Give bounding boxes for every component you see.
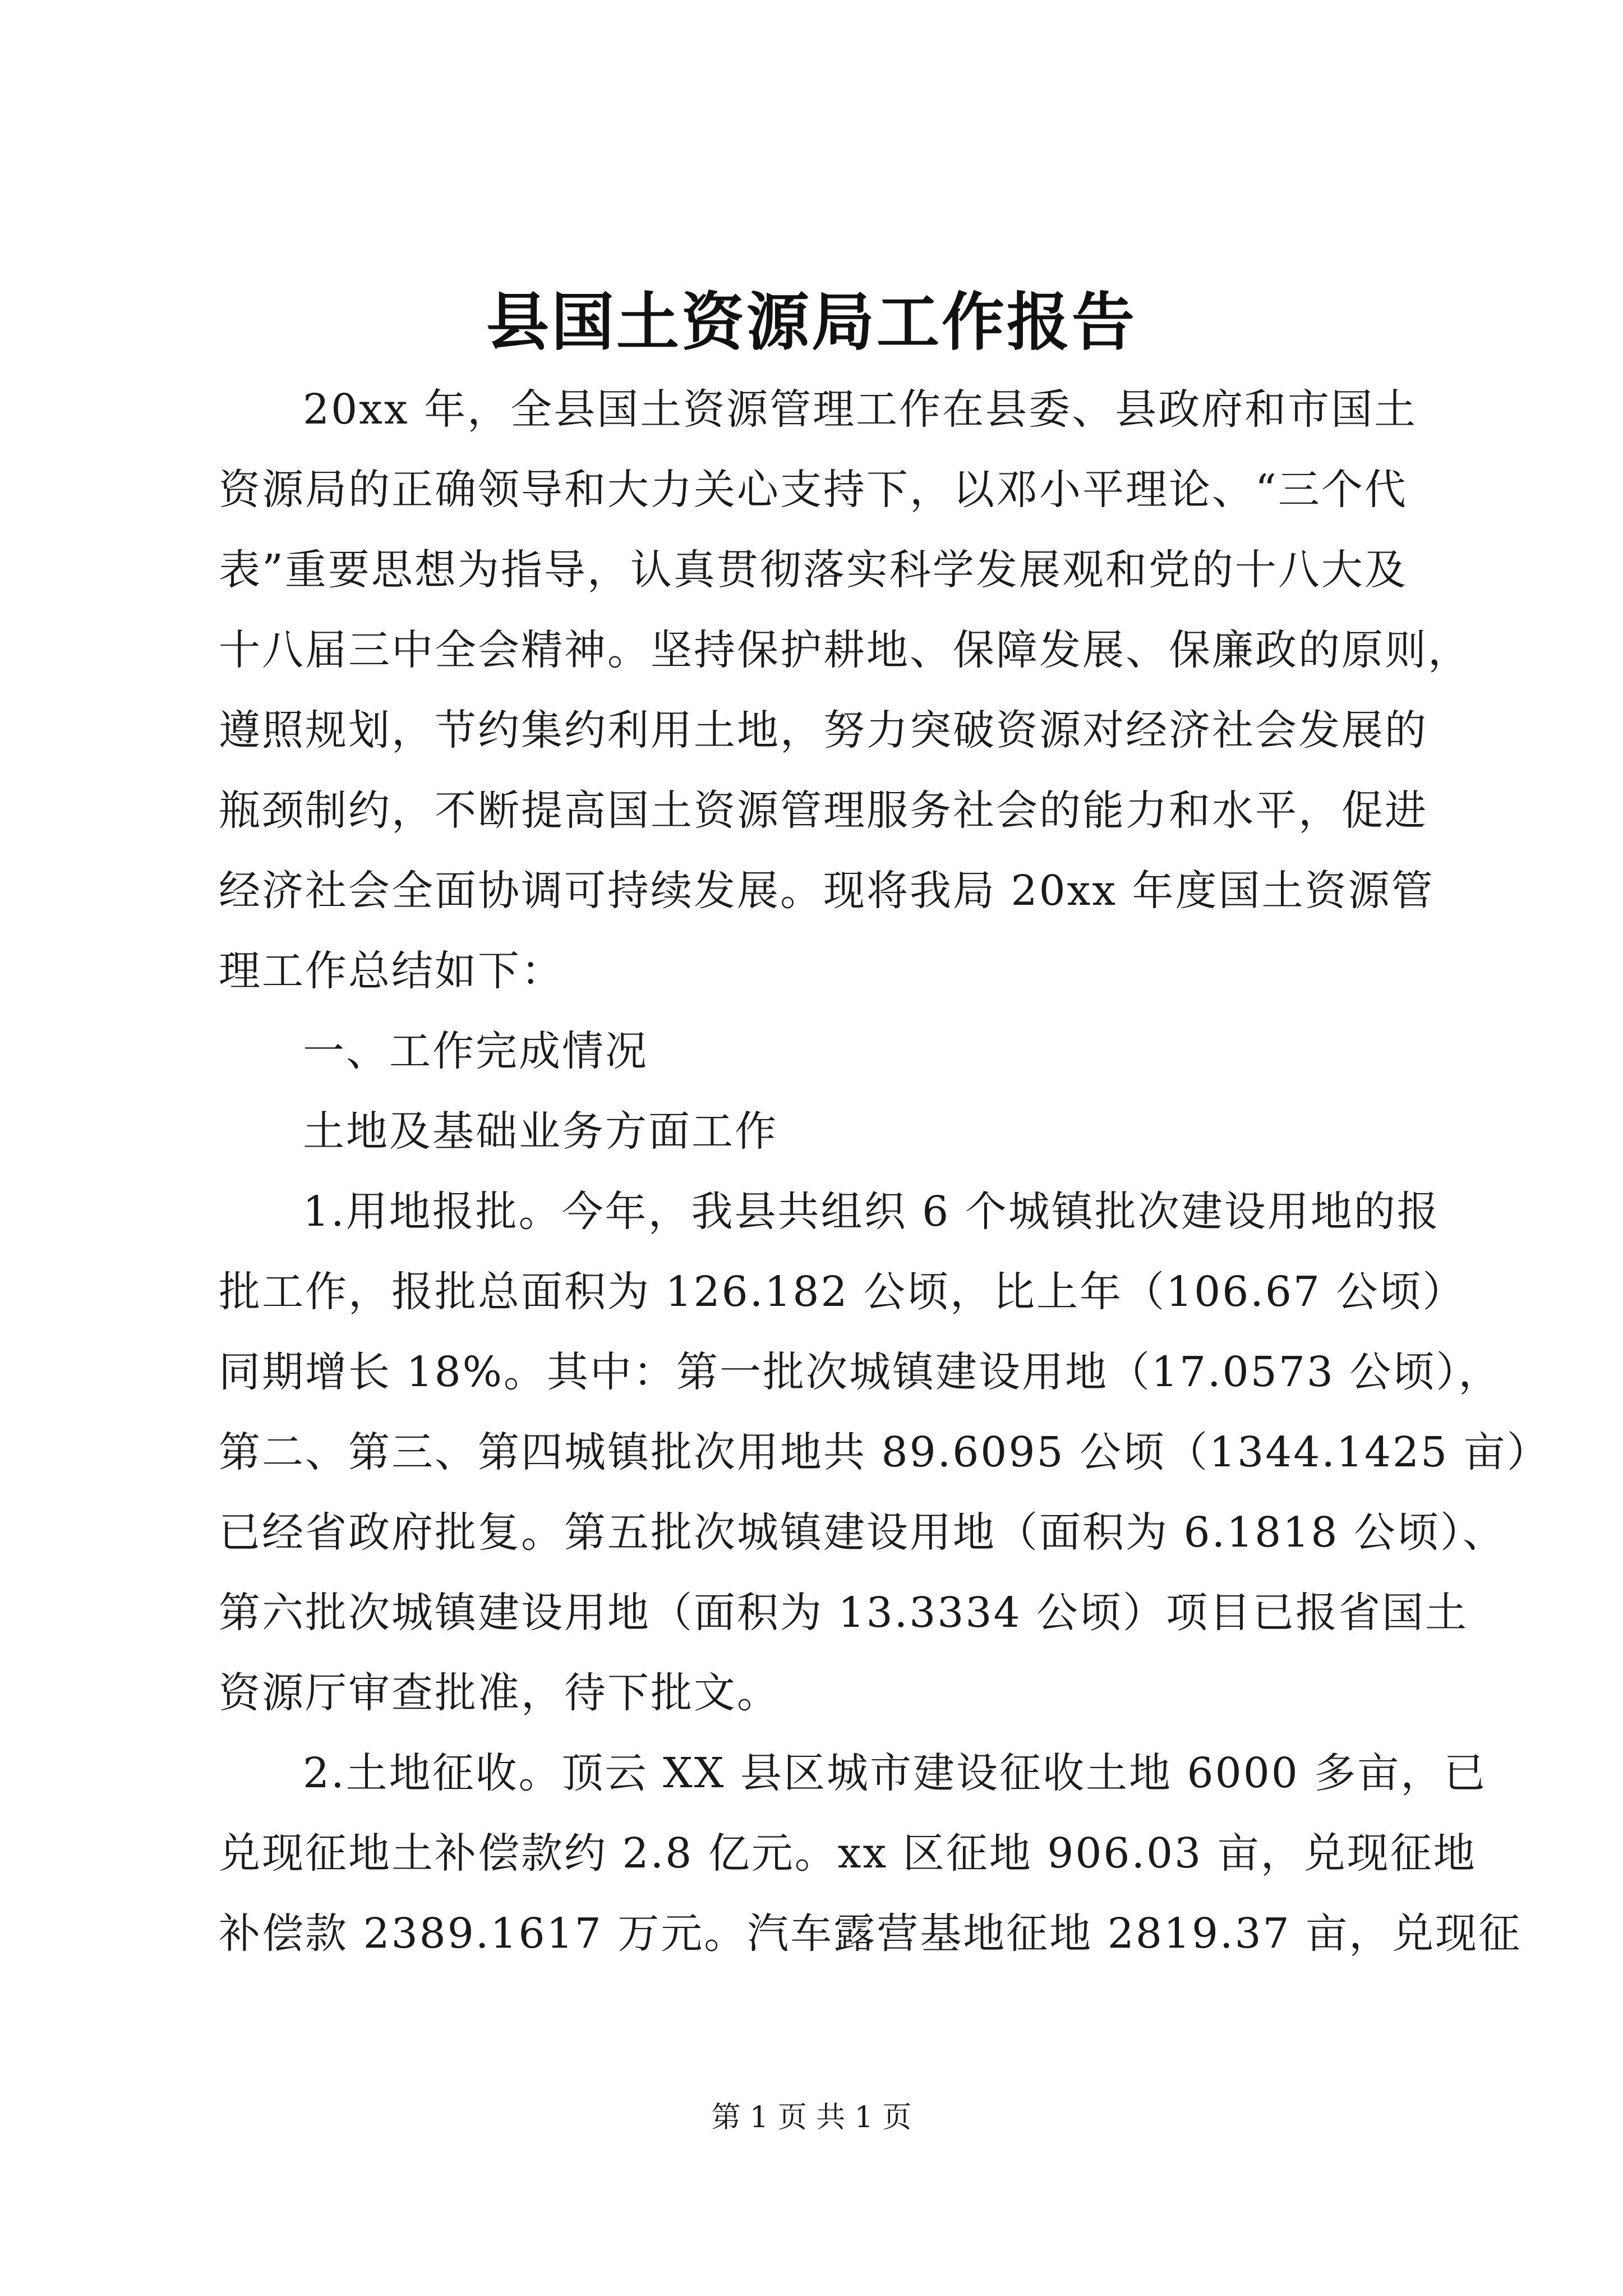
body-line-14: 第二、第三、第四城镇批次用地共 89.6095 公顷（1344.1425 亩） <box>219 1428 1550 1476</box>
body-line-4: 十八届三中全会精神。坚持保护耕地、保障发展、保廉政的原则， <box>219 626 1471 674</box>
body-line-5: 遵照规划，节约集约利用土地，努力突破资源对经济社会发展的 <box>219 706 1428 754</box>
body-line-19: 兑现征地土补偿款约 2.8 亿元。xx 区征地 906.03 亩，兑现征地 <box>219 1829 1477 1878</box>
body-line-2: 资源局的正确领导和大力关心支持下，以邓小平理论、“三个代 <box>219 466 1408 514</box>
body-line-6: 瓶颈制约，不断提高国土资源管理服务社会的能力和水平，促进 <box>219 786 1428 835</box>
body-line-20: 补偿款 2389.1617 万元。汽车露营基地征地 2819.37 亩，兑现征 <box>219 1910 1522 1958</box>
document-title: 县国土资源局工作报告 <box>486 286 1137 359</box>
body-line-17: 资源厅审查批准，待下批文。 <box>219 1669 780 1717</box>
body-line-18: 2.土地征收。顶云 XX 县区城市建设征收土地 6000 多亩，已 <box>303 1749 1487 1797</box>
body-line-8: 理工作总结如下： <box>219 947 564 995</box>
body-line-7: 经济社会全面协调可持续发展。现将我局 20xx 年度国土资源管 <box>219 867 1435 915</box>
body-line-12: 批工作，报批总面积为 126.182 公顷，比上年（106.67 公顷） <box>219 1268 1466 1316</box>
body-line-15: 已经省政府批复。第五批次城镇建设用地（面积为 6.1818 公顷）、 <box>219 1508 1506 1557</box>
body-line-1: 20xx 年，全县国土资源管理工作在县委、县政府和市国土 <box>303 385 1418 434</box>
body-line-16: 第六批次城镇建设用地（面积为 13.3334 公顷）项目已报省国土 <box>219 1589 1469 1637</box>
body-line-13: 同期增长 18%。其中：第一批次城镇建设用地（17.0573 公顷）， <box>219 1348 1502 1396</box>
body-line-3: 表”重要思想为指导，认真贯彻落实科学发展观和党的十八大及 <box>219 546 1408 594</box>
body-line-11: 1.用地报批。今年，我县共组织 6 个城镇批次建设用地的报 <box>303 1188 1440 1236</box>
subsection-heading: 土地及基础业务方面工作 <box>303 1107 778 1156</box>
page-footer: 第 1 页 共 1 页 <box>711 2101 912 2134</box>
section-heading: 一、工作完成情况 <box>303 1027 648 1075</box>
